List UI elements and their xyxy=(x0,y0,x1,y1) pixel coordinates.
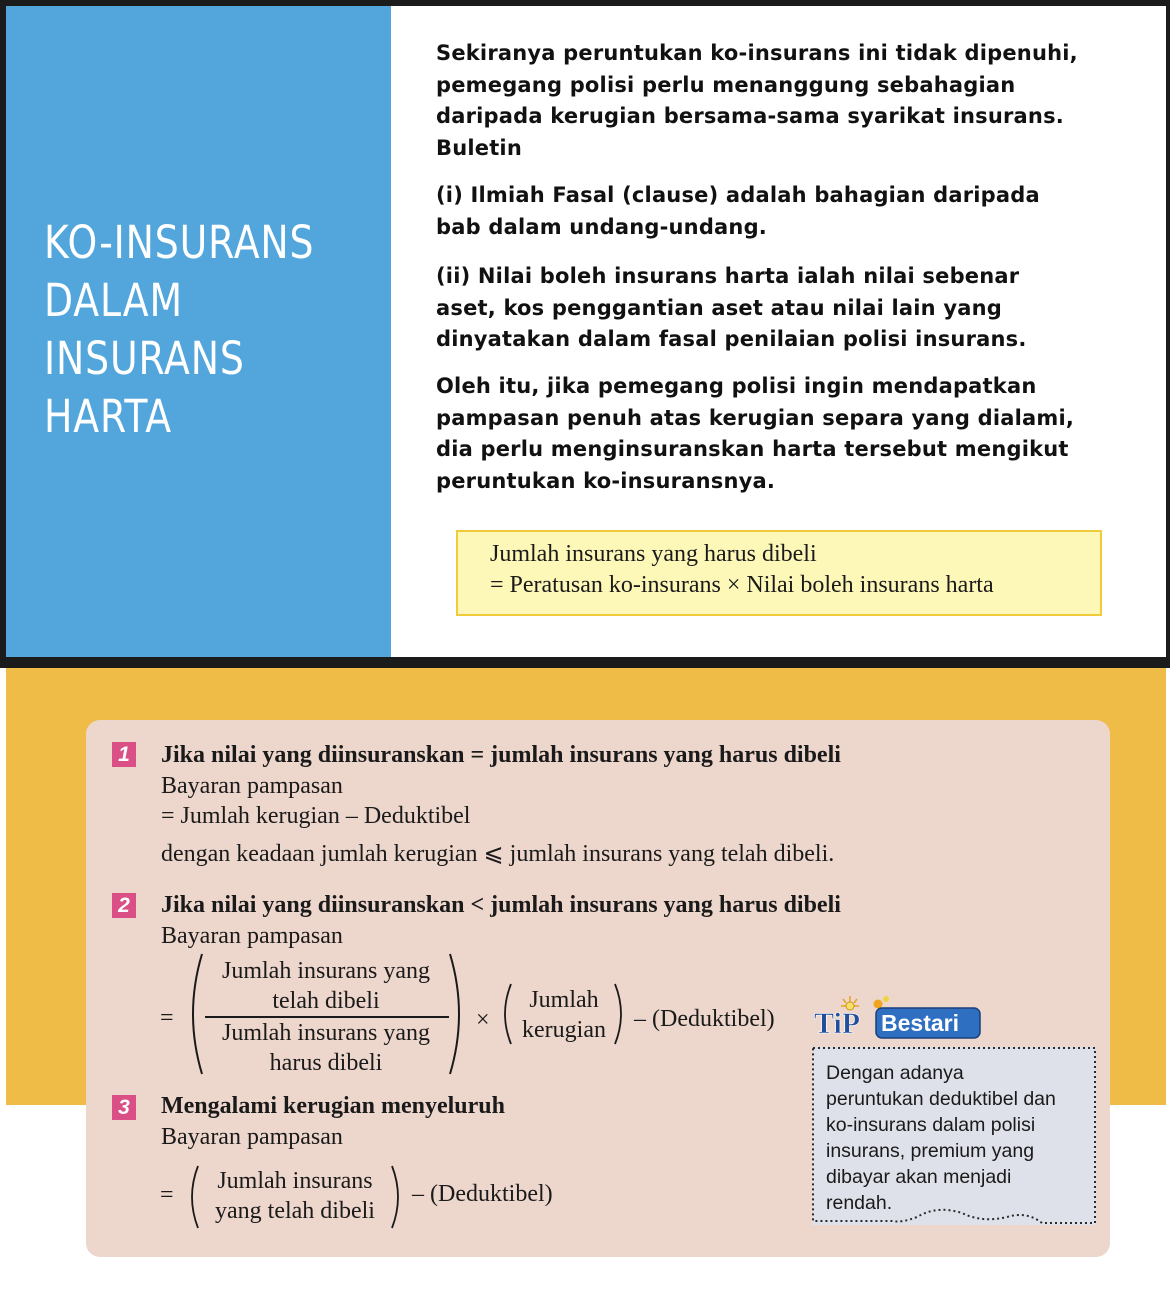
text-line: pampasan penuh atas kerugian separa yang dialami, xyxy=(436,405,1075,430)
deductible-term: – (Deduktibel) xyxy=(412,1181,553,1207)
deductible-term: – (Deduktibel) xyxy=(634,1006,775,1032)
times-sign: × xyxy=(476,1007,490,1033)
equals-sign: = xyxy=(160,1005,174,1031)
text-line: peruntukan ko-insuransnya. xyxy=(436,468,776,493)
tip-bestari-logo xyxy=(812,992,982,1040)
right-paren xyxy=(612,982,628,1046)
text-line: daripada kerugian bersama-sama syarikat insurans. xyxy=(436,104,1064,128)
bestari-text: Bestari xyxy=(881,1010,959,1036)
text-line: Sekiranya peruntukan ko-insurans ini tidak dipenuhi, xyxy=(436,41,1078,65)
case-condition: dengan keadaan jumlah kerugian ⩽ jumlah insurans yang telah dibeli. xyxy=(161,841,835,867)
paragraph-coinsurance xyxy=(436,38,1116,164)
slide-title xyxy=(44,214,314,446)
text-line: (i) Ilmiah Fasal (clause) adalah bahagian daripada xyxy=(436,183,1040,207)
fraction-text: kerugian xyxy=(522,1017,606,1043)
case-text: = Jumlah kerugian – Deduktibel xyxy=(161,803,471,829)
text-line: Oleh itu, jika pemegang polisi ingin mendapatkan xyxy=(436,374,1037,398)
text-line: dia perlu menginsuranskan harta tersebut mengikut xyxy=(436,437,1069,461)
text-line: dinyatakan dalam fasal penilaian polisi insurans. xyxy=(436,327,1027,351)
right-paren xyxy=(388,1164,406,1230)
text-line: pemegang polisi perlu menanggung sebahagian xyxy=(436,72,1016,97)
fraction-text: harus dibeli xyxy=(269,1050,383,1076)
paragraph-conclusion xyxy=(436,371,1116,497)
formula-line: Jumlah insurans yang harus dibeli xyxy=(490,541,817,567)
text-line: (ii) Nilai boleh insurans harta ialah nilai sebenar xyxy=(436,264,1020,288)
formula-box xyxy=(456,530,1102,616)
case-text: Bayaran pampasan xyxy=(161,1124,343,1150)
title-line: HARTA xyxy=(44,390,173,443)
paragraph-insurable-value xyxy=(436,261,1116,356)
case-number-badge: 3 xyxy=(112,1095,136,1120)
right-paren xyxy=(446,952,470,1076)
text-line: aset, kos penggantian aset atau nilai lain yang xyxy=(436,295,1002,320)
case-number-badge: 2 xyxy=(112,893,136,918)
equals-sign: = xyxy=(160,1182,174,1208)
formula-line: = Peratusan ko-insurans × Nilai boleh insurans harta xyxy=(490,572,994,598)
tip-text: TiP xyxy=(814,1007,861,1040)
fraction-text: telah dibeli xyxy=(272,988,380,1014)
fraction-denominator xyxy=(198,1018,454,1078)
case-text: Bayaran pampasan xyxy=(161,773,343,799)
total-insurance-group xyxy=(198,1166,392,1226)
case-heading: Mengalami kerugian menyeluruh xyxy=(161,1093,506,1119)
tip-line: insurans, premium yang xyxy=(826,1140,1035,1162)
case-text: Bayaran pampasan xyxy=(161,923,343,949)
paragraph-clause xyxy=(436,180,1116,243)
fraction-text: Jumlah insurans yang xyxy=(222,958,430,984)
case-heading: Jika nilai yang diinsuranskan < jumlah insurans yang harus dibeli xyxy=(161,892,841,918)
fraction-numerator xyxy=(198,956,454,1016)
tip-line: ko-insurans dalam polisi xyxy=(826,1114,1036,1136)
text-line: bab dalam undang-undang. xyxy=(436,214,767,239)
tip-line: rendah. xyxy=(826,1192,893,1214)
text-line: Buletin xyxy=(436,135,522,160)
title-line: KO-INSURANS xyxy=(44,216,315,269)
fraction-text: Jumlah insurans xyxy=(217,1168,373,1194)
title-line: DALAM xyxy=(44,274,183,327)
fraction-text: Jumlah insurans yang xyxy=(222,1020,430,1046)
fraction-text: Jumlah xyxy=(529,987,599,1013)
tip-line: dibayar akan menjadi xyxy=(826,1166,1012,1188)
tip-line: Dengan adanya xyxy=(826,1062,964,1084)
loss-group xyxy=(510,985,618,1045)
tip-line: peruntukan deduktibel dan xyxy=(826,1088,1056,1110)
case-heading: Jika nilai yang diinsuranskan = jumlah insurans yang harus dibeli xyxy=(161,742,841,768)
tip-text-block xyxy=(826,1060,1090,1216)
fraction-text: yang telah dibeli xyxy=(215,1198,375,1224)
case-number-badge: 1 xyxy=(112,742,136,767)
title-line: INSURANS xyxy=(44,332,245,385)
